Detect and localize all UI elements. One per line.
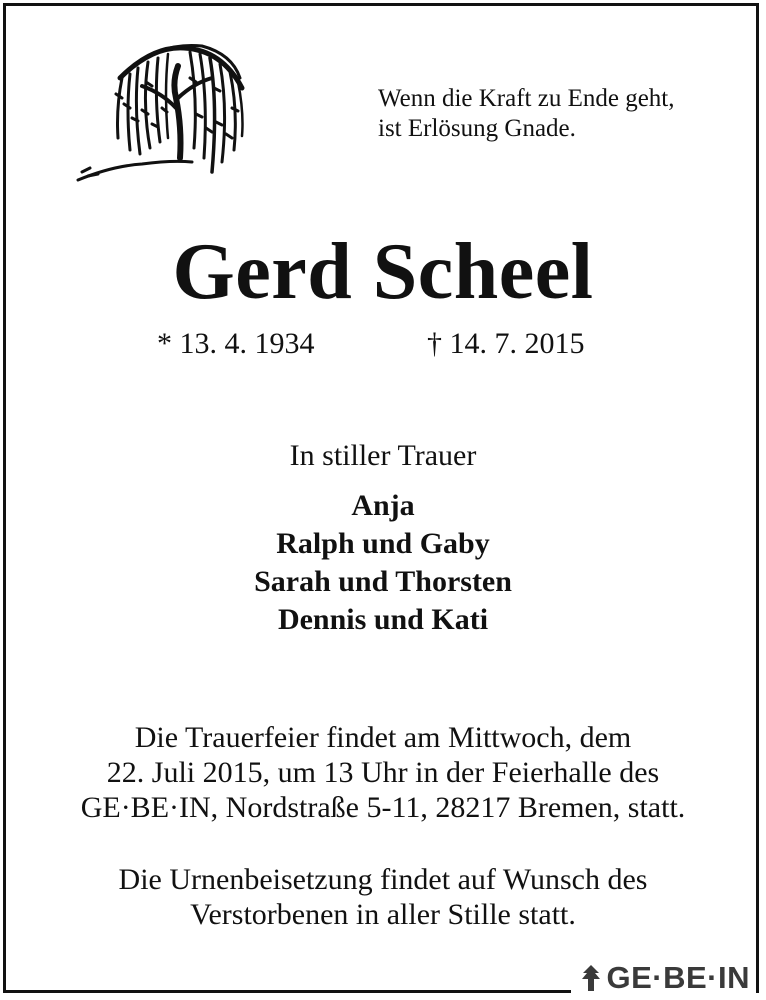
ceremony-line-3: GE·BE·IN, Nordstraße 5-11, 28217 Bremen, statt. [80,791,686,824]
mourners-list [0,487,766,639]
ceremony-line-2: 22. Juli 2015, um 13 Uhr in der Feierhalle des [106,756,660,789]
weeping-willow-icon [72,38,252,198]
ceremony-line-1: Die Trauerfeier findet am Mittwoch, dem [134,721,632,754]
urn-line-2: Verstorbenen in aller Stille statt. [190,898,576,931]
logo-text: GE·BE·IN [606,960,750,995]
mourning-heading: In stiller Trauer [289,439,477,472]
quote-line-1: Wenn die Kraft zu Ende geht, [378,85,675,112]
funeral-service-info [0,720,766,825]
mourner-name: Dennis und Kati [277,603,489,636]
urn-line-1: Die Urnenbeisetzung findet auf Wunsch des [118,863,648,896]
urn-burial-info [0,862,766,932]
deceased-name: Gerd Scheel [172,228,594,316]
memorial-quote [378,84,674,144]
mourner-name: Ralph und Gaby [276,527,490,560]
death-date: † 14. 7. 2015 [427,327,585,360]
mourner-name: Anja [351,489,415,522]
mourner-name: Sarah und Thorsten [254,565,512,598]
tree-figure-icon [579,963,603,993]
quote-line-2: ist Erlösung Gnade. [378,115,576,142]
birth-date: * 13. 4. 1934 [157,327,315,360]
gebein-logo [571,960,757,996]
